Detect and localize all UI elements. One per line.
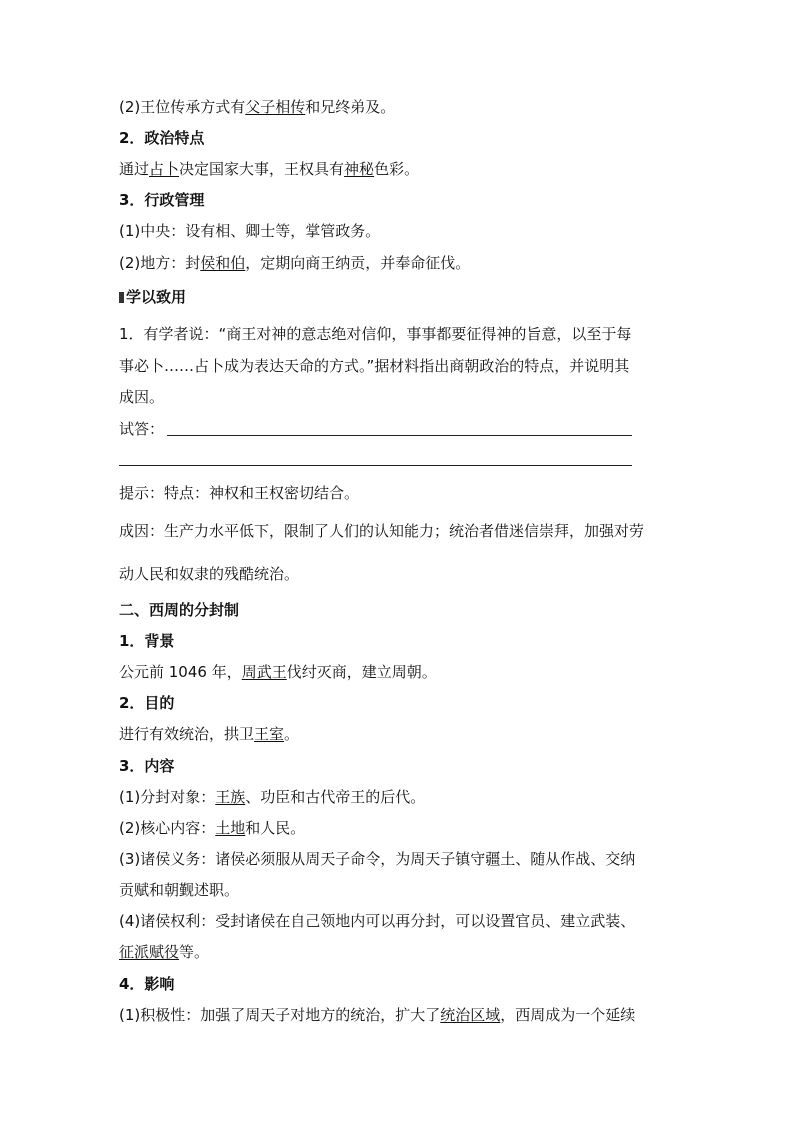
subheading: 1．背景: [119, 632, 175, 650]
text-run: 、功臣和古代帝王的后代。: [245, 788, 426, 806]
fill-in-answer: 神秘: [344, 160, 375, 178]
text-line: [119, 159, 419, 179]
fill-in-answer: 征派赋役: [119, 943, 180, 961]
text-line: [119, 253, 470, 273]
question-line: 成因。: [119, 388, 165, 406]
text-line: [119, 818, 305, 838]
fill-in-answer: 周武王: [241, 663, 287, 681]
subheading: 3．行政管理: [119, 191, 205, 209]
text-run: 进行有效统治，拱卫: [119, 725, 255, 743]
text-run: 伐纣灭商，建立周朝。: [286, 663, 437, 681]
text-line: [119, 97, 395, 117]
section-heading: 二、西周的分封制: [119, 601, 240, 619]
text-run: 色彩。: [374, 160, 420, 178]
text-line: (4)诸侯权利：受封诸侯在自己领地内可以再分封，可以设置官员、建立武装、: [119, 912, 636, 930]
text-line: [119, 1005, 635, 1025]
text-run: 和兄终弟及。: [305, 98, 396, 116]
text-run: 通过: [119, 160, 150, 178]
text-run: (1)分封对象：: [119, 788, 216, 806]
subheading: 2．政治特点: [119, 129, 205, 147]
text-line: [119, 787, 425, 807]
question-line: 事必卜……占卜成为表达天命的方式。”据材料指出商朝政治的特点，并说明其: [119, 357, 630, 375]
text-line: [119, 662, 437, 682]
text-run: (2)地方：封: [119, 254, 201, 272]
text-run: 和人民。: [245, 819, 306, 837]
study-title: 学以致用: [126, 288, 187, 306]
text-run: ，西周成为一个延续: [500, 1006, 636, 1024]
fill-in-answer: 王室: [254, 725, 285, 743]
text-line: (3)诸侯义务：诸侯必须服从周天子命令，为周天子镇守疆土、随从作战、交纳: [119, 850, 636, 868]
text-run: (2)核心内容：: [119, 819, 216, 837]
text-line: 贡赋和朝觐述职。: [119, 881, 240, 899]
text-run: 决定国家大事，王权具有: [179, 160, 345, 178]
marker-icon: [119, 289, 125, 303]
subheading: 3．内容: [119, 757, 175, 775]
answer-blank-line[interactable]: [167, 435, 632, 436]
hint-line: 动人民和奴隶的残酷统治。: [119, 565, 300, 583]
text-run: (1)积极性：加强了周天子对地方的统治，扩大了: [119, 1006, 441, 1024]
text-run: 等。: [179, 943, 210, 961]
text-run: 公元前 1046 年，: [119, 663, 242, 681]
text-line: (1)中央：设有相、卿士等，掌管政务。: [119, 222, 381, 240]
text-line: [119, 942, 209, 962]
question-line: 1．有学者说：“商王对神的意志绝对信仰，事事都要征得神的旨意，以至于每: [119, 325, 632, 343]
text-line: [119, 724, 299, 744]
fill-in-answer: 王族: [215, 788, 246, 806]
subheading: 2．目的: [119, 694, 175, 712]
hint-line: 提示：特点：神权和王权密切结合。: [119, 484, 360, 502]
subheading: 4．影响: [119, 975, 175, 993]
fill-in-answer: 侯和伯: [200, 254, 246, 272]
fill-in-answer: 占卜: [149, 160, 180, 178]
fill-in-answer: 统治区域: [440, 1006, 501, 1024]
answer-blank-line[interactable]: [119, 465, 632, 466]
text-run: 。: [284, 725, 300, 743]
section-heading-study: [119, 287, 186, 307]
hint-line: 成因：生产力水平低下，限制了人们的认知能力；统治者借迷信崇拜，加强对劳: [119, 522, 645, 540]
text-run: ，定期向商王纳贡，并奉命征伐。: [245, 254, 471, 272]
answer-label: 试答：: [119, 420, 165, 438]
fill-in-answer: 土地: [215, 819, 246, 837]
fill-in-answer: 父子相传: [245, 98, 306, 116]
text-run: (2)王位传承方式有: [119, 98, 246, 116]
